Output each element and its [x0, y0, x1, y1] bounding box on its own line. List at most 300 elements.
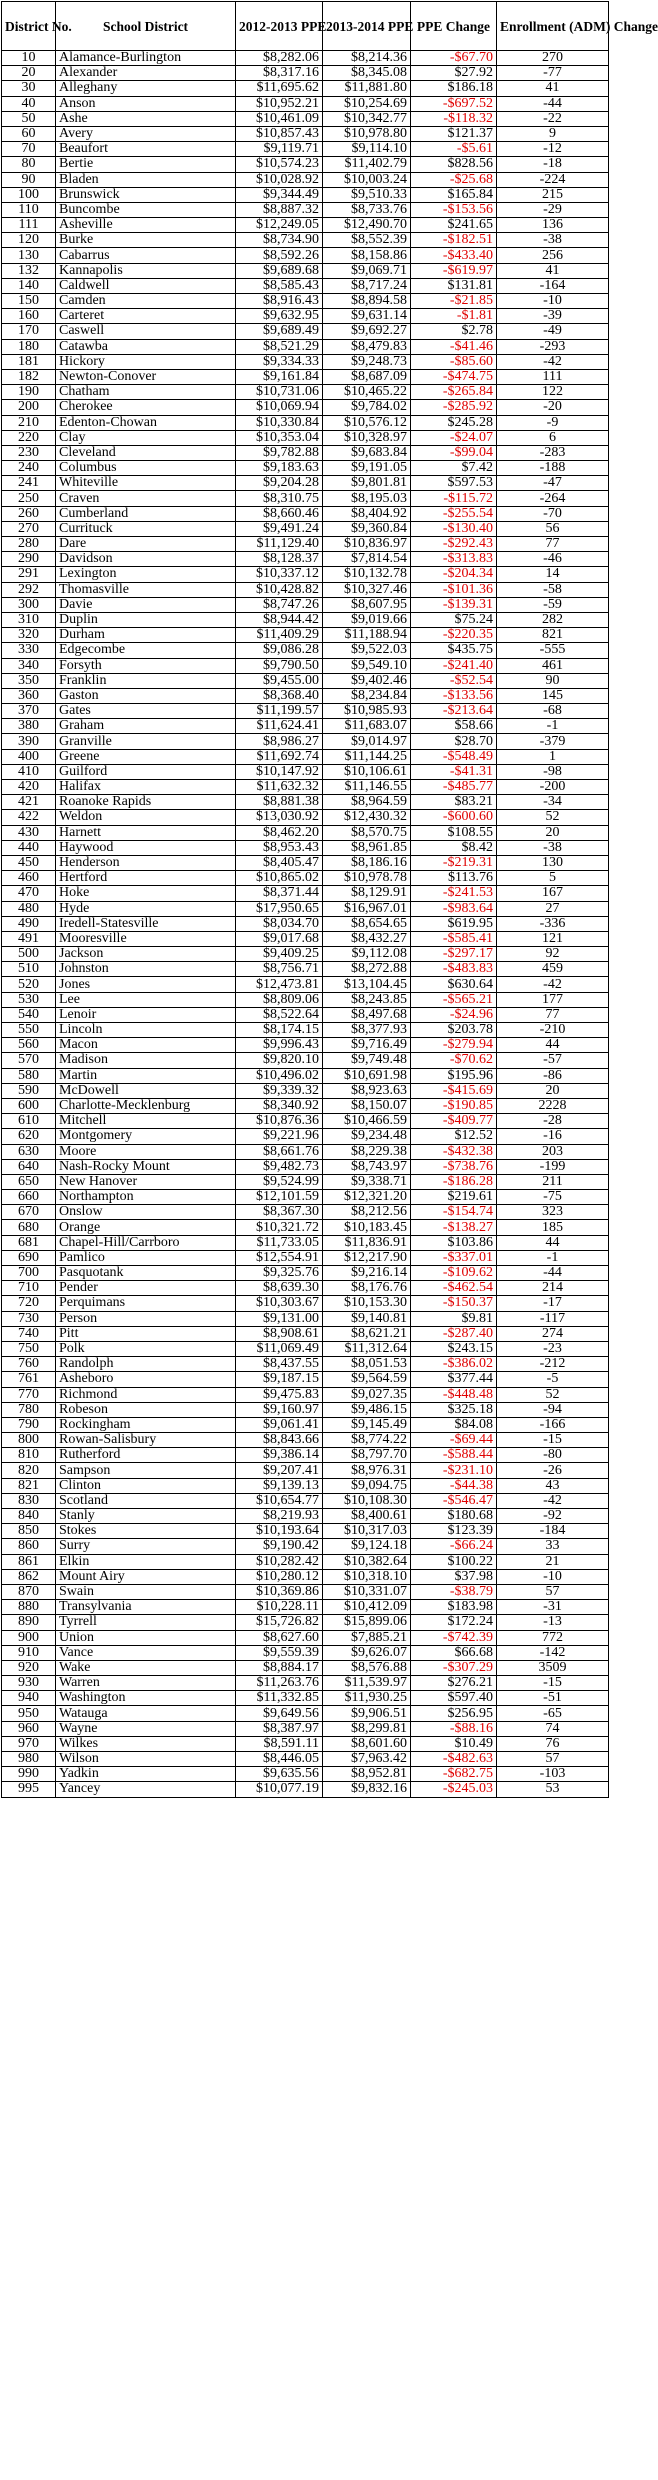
district-no-cell: 421 — [2, 795, 56, 810]
district-no-cell: 260 — [2, 506, 56, 521]
ppe-2013-2014-cell: $10,382.64 — [323, 1554, 411, 1569]
ppe-change-cell: $435.75 — [411, 643, 497, 658]
ppe-2012-2013-cell: $8,367.30 — [236, 1205, 323, 1220]
ppe-2013-2014-cell: $8,497.68 — [323, 1007, 411, 1022]
ppe-2012-2013-cell: $11,632.32 — [236, 780, 323, 795]
ppe-change-cell: $8.42 — [411, 840, 497, 855]
ppe-2013-2014-cell: $9,112.08 — [323, 947, 411, 962]
table-row — [2, 1083, 609, 1098]
table-row — [2, 1068, 609, 1083]
ppe-2013-2014-cell: $9,906.51 — [323, 1706, 411, 1721]
enrollment-change-cell: 185 — [497, 1220, 609, 1235]
table-row — [2, 1235, 609, 1250]
ppe-2012-2013-cell: $11,129.40 — [236, 537, 323, 552]
table-row — [2, 1433, 609, 1448]
ppe-change-cell: -$432.38 — [411, 1144, 497, 1159]
table-row — [2, 1174, 609, 1189]
ppe-2012-2013-cell: $9,632.95 — [236, 309, 323, 324]
table-row — [2, 415, 609, 430]
enrollment-change-cell: -20 — [497, 400, 609, 415]
ppe-change-cell: -$52.54 — [411, 673, 497, 688]
enrollment-change-cell: 53 — [497, 1782, 609, 1797]
table-row — [2, 673, 609, 688]
table-row — [2, 1478, 609, 1493]
table-row — [2, 278, 609, 293]
ppe-change-cell: $219.61 — [411, 1190, 497, 1205]
ppe-change-cell: -$585.41 — [411, 931, 497, 946]
school-district-cell: Scotland — [56, 1493, 236, 1508]
ppe-change-cell: -$297.17 — [411, 947, 497, 962]
ppe-2012-2013-cell: $9,190.42 — [236, 1539, 323, 1554]
district-no-cell: 640 — [2, 1159, 56, 1174]
school-district-cell: Randolph — [56, 1357, 236, 1372]
ppe-2012-2013-cell: $9,061.41 — [236, 1417, 323, 1432]
ppe-2013-2014-cell: $8,176.76 — [323, 1281, 411, 1296]
ppe-2013-2014-cell: $8,051.53 — [323, 1357, 411, 1372]
school-district-cell: Beaufort — [56, 142, 236, 157]
enrollment-change-cell: 122 — [497, 385, 609, 400]
ppe-2013-2014-cell: $8,479.83 — [323, 339, 411, 354]
district-no-cell: 320 — [2, 628, 56, 643]
table-row — [2, 1114, 609, 1129]
enrollment-change-cell: -117 — [497, 1311, 609, 1326]
table-row — [2, 871, 609, 886]
ppe-2013-2014-cell: $9,234.48 — [323, 1129, 411, 1144]
ppe-2012-2013-cell: $10,147.92 — [236, 764, 323, 779]
ppe-change-cell: $245.28 — [411, 415, 497, 430]
enrollment-change-cell: 459 — [497, 962, 609, 977]
district-no-cell: 460 — [2, 871, 56, 886]
ppe-change-cell: -$88.16 — [411, 1721, 497, 1736]
enrollment-change-cell: 203 — [497, 1144, 609, 1159]
ppe-change-cell: -$109.62 — [411, 1266, 497, 1281]
ppe-2012-2013-cell: $9,409.25 — [236, 947, 323, 962]
enrollment-change-cell: -57 — [497, 1053, 609, 1068]
enrollment-change-cell: -51 — [497, 1691, 609, 1706]
ppe-change-cell: -$41.31 — [411, 764, 497, 779]
table-row — [2, 1600, 609, 1615]
enrollment-change-cell: 90 — [497, 673, 609, 688]
ppe-2013-2014-cell: $8,214.36 — [323, 51, 411, 66]
ppe-change-cell: $58.66 — [411, 719, 497, 734]
ppe-2012-2013-cell: $8,809.06 — [236, 992, 323, 1007]
ppe-2013-2014-cell: $9,027.35 — [323, 1387, 411, 1402]
ppe-2013-2014-cell: $9,801.81 — [323, 476, 411, 491]
school-district-cell: Chapel-Hill/Carrboro — [56, 1235, 236, 1250]
district-no-cell: 370 — [2, 704, 56, 719]
table-row — [2, 719, 609, 734]
ppe-change-cell: -$154.74 — [411, 1205, 497, 1220]
ppe-change-cell: -$285.92 — [411, 400, 497, 415]
ppe-2012-2013-cell: $10,077.19 — [236, 1782, 323, 1797]
ppe-2013-2014-cell: $9,832.16 — [323, 1782, 411, 1797]
district-no-cell: 730 — [2, 1311, 56, 1326]
ppe-change-cell: -$99.04 — [411, 445, 497, 460]
school-district-cell: New Hanover — [56, 1174, 236, 1189]
ppe-2013-2014-cell: $8,743.97 — [323, 1159, 411, 1174]
table-row — [2, 886, 609, 901]
ppe-2013-2014-cell: $9,114.10 — [323, 142, 411, 157]
school-district-cell: Jackson — [56, 947, 236, 962]
table-row — [2, 916, 609, 931]
table-row — [2, 1448, 609, 1463]
district-no-cell: 340 — [2, 658, 56, 673]
ppe-change-cell: $597.40 — [411, 1691, 497, 1706]
ppe-2012-2013-cell: $10,337.12 — [236, 567, 323, 582]
ppe-2012-2013-cell: $10,193.64 — [236, 1524, 323, 1539]
district-no-cell: 530 — [2, 992, 56, 1007]
enrollment-change-cell: 2228 — [497, 1098, 609, 1113]
enrollment-change-cell: -210 — [497, 1023, 609, 1038]
ppe-change-cell: -$139.31 — [411, 597, 497, 612]
district-no-cell: 230 — [2, 445, 56, 460]
ppe-2013-2014-cell: $10,106.61 — [323, 764, 411, 779]
school-district-cell: Lee — [56, 992, 236, 1007]
ppe-2013-2014-cell: $8,158.86 — [323, 248, 411, 263]
district-no-cell: 560 — [2, 1038, 56, 1053]
school-district-cell: Whiteville — [56, 476, 236, 491]
ppe-2012-2013-cell: $10,353.04 — [236, 430, 323, 445]
school-district-cell: Stokes — [56, 1524, 236, 1539]
table-row — [2, 537, 609, 552]
ppe-2012-2013-cell: $10,069.94 — [236, 400, 323, 415]
ppe-2013-2014-cell: $9,191.05 — [323, 461, 411, 476]
school-district-cell: Nash-Rocky Mount — [56, 1159, 236, 1174]
enrollment-change-cell: 821 — [497, 628, 609, 643]
ppe-change-cell: -$292.43 — [411, 537, 497, 552]
ppe-change-cell: $597.53 — [411, 476, 497, 491]
school-district-cell: Carteret — [56, 309, 236, 324]
district-no-cell: 10 — [2, 51, 56, 66]
ppe-change-cell: -$1.81 — [411, 309, 497, 324]
ppe-change-cell: -$38.79 — [411, 1584, 497, 1599]
table-row — [2, 506, 609, 521]
district-no-cell: 500 — [2, 947, 56, 962]
district-no-cell: 760 — [2, 1357, 56, 1372]
ppe-change-cell: $83.21 — [411, 795, 497, 810]
ppe-2012-2013-cell: $9,559.39 — [236, 1645, 323, 1660]
ppe-change-cell: -$5.61 — [411, 142, 497, 157]
school-district-cell: Johnston — [56, 962, 236, 977]
table-row — [2, 840, 609, 855]
table-row — [2, 294, 609, 309]
ppe-2012-2013-cell: $8,310.75 — [236, 491, 323, 506]
school-district-cell: Rockingham — [56, 1417, 236, 1432]
ppe-change-cell: -$101.36 — [411, 582, 497, 597]
district-no-cell: 550 — [2, 1023, 56, 1038]
district-no-cell: 240 — [2, 461, 56, 476]
district-no-cell: 470 — [2, 886, 56, 901]
ppe-2013-2014-cell: $9,094.75 — [323, 1478, 411, 1493]
ppe-2012-2013-cell: $8,916.43 — [236, 294, 323, 309]
ppe-2013-2014-cell: $16,967.01 — [323, 901, 411, 916]
table-row — [2, 1281, 609, 1296]
enrollment-change-cell: 33 — [497, 1539, 609, 1554]
ppe-2013-2014-cell: $8,404.92 — [323, 506, 411, 521]
table-row — [2, 1144, 609, 1159]
ppe-2012-2013-cell: $9,782.88 — [236, 445, 323, 460]
ppe-2012-2013-cell: $10,303.67 — [236, 1296, 323, 1311]
ppe-change-cell: -$182.51 — [411, 233, 497, 248]
ppe-change-cell: $84.08 — [411, 1417, 497, 1432]
ppe-change-cell: -$386.02 — [411, 1357, 497, 1372]
school-district-cell: Surry — [56, 1539, 236, 1554]
enrollment-change-cell: -22 — [497, 111, 609, 126]
enrollment-change-cell: -555 — [497, 643, 609, 658]
school-district-cell: Caswell — [56, 324, 236, 339]
district-no-cell: 250 — [2, 491, 56, 506]
school-district-cell: Dare — [56, 537, 236, 552]
table-row — [2, 521, 609, 536]
ppe-2012-2013-cell: $8,881.38 — [236, 795, 323, 810]
school-district-cell: Cumberland — [56, 506, 236, 521]
ppe-2013-2014-cell: $9,145.49 — [323, 1417, 411, 1432]
ppe-2013-2014-cell: $8,229.38 — [323, 1144, 411, 1159]
school-district-cell: Newton-Conover — [56, 369, 236, 384]
table-row — [2, 445, 609, 460]
enrollment-change-cell: -199 — [497, 1159, 609, 1174]
ppe-2013-2014-cell: $10,183.45 — [323, 1220, 411, 1235]
table-row — [2, 202, 609, 217]
table-row — [2, 931, 609, 946]
ppe-change-cell: -$337.01 — [411, 1250, 497, 1265]
school-district-cell: Lexington — [56, 567, 236, 582]
district-no-cell: 70 — [2, 142, 56, 157]
district-no-cell: 100 — [2, 187, 56, 202]
ppe-2012-2013-cell: $8,437.55 — [236, 1357, 323, 1372]
school-district-cell: Martin — [56, 1068, 236, 1083]
ppe-2013-2014-cell: $9,486.15 — [323, 1402, 411, 1417]
school-district-cell: Hoke — [56, 886, 236, 901]
ppe-2012-2013-cell: $9,524.99 — [236, 1174, 323, 1189]
ppe-change-cell: -$483.83 — [411, 962, 497, 977]
school-district-cell: Orange — [56, 1220, 236, 1235]
school-district-cell: Anson — [56, 96, 236, 111]
ppe-change-cell: -$482.63 — [411, 1752, 497, 1767]
table-row — [2, 430, 609, 445]
table-row — [2, 1782, 609, 1797]
school-district-cell: Tyrrell — [56, 1615, 236, 1630]
ppe-2013-2014-cell: $10,318.10 — [323, 1569, 411, 1584]
ppe-change-cell: -$24.07 — [411, 430, 497, 445]
ppe-change-cell: -$220.35 — [411, 628, 497, 643]
table-row — [2, 1372, 609, 1387]
ppe-2013-2014-cell: $11,402.79 — [323, 157, 411, 172]
ppe-2013-2014-cell: $9,784.02 — [323, 400, 411, 415]
school-district-cell: Mooresville — [56, 931, 236, 946]
ppe-2013-2014-cell: $9,692.27 — [323, 324, 411, 339]
ppe-2012-2013-cell: $9,491.24 — [236, 521, 323, 536]
table-row — [2, 1296, 609, 1311]
ppe-2013-2014-cell: $15,899.06 — [323, 1615, 411, 1630]
enrollment-change-cell: 111 — [497, 369, 609, 384]
district-no-cell: 90 — [2, 172, 56, 187]
ppe-2013-2014-cell: $8,797.70 — [323, 1448, 411, 1463]
ppe-change-cell: -$682.75 — [411, 1767, 497, 1782]
header-school-district: School District — [56, 2, 236, 51]
district-no-cell: 650 — [2, 1174, 56, 1189]
school-district-cell: Currituck — [56, 521, 236, 536]
enrollment-change-cell: -94 — [497, 1402, 609, 1417]
ppe-2012-2013-cell: $9,635.56 — [236, 1767, 323, 1782]
school-district-cell: Durham — [56, 628, 236, 643]
table-row — [2, 552, 609, 567]
ppe-2013-2014-cell: $8,964.59 — [323, 795, 411, 810]
header-ppe-change: PPE Change — [411, 2, 497, 51]
ppe-2013-2014-cell: $11,188.94 — [323, 628, 411, 643]
ppe-2012-2013-cell: $8,219.93 — [236, 1509, 323, 1524]
school-district-cell: Swain — [56, 1584, 236, 1599]
ppe-2013-2014-cell: $11,930.25 — [323, 1691, 411, 1706]
school-district-cell: Stanly — [56, 1509, 236, 1524]
district-no-cell: 670 — [2, 1205, 56, 1220]
ppe-2012-2013-cell: $8,317.16 — [236, 66, 323, 81]
ppe-2013-2014-cell: $8,654.65 — [323, 916, 411, 931]
district-no-cell: 390 — [2, 734, 56, 749]
enrollment-change-cell: -10 — [497, 1569, 609, 1584]
ppe-change-cell: $113.76 — [411, 871, 497, 886]
enrollment-change-cell: -10 — [497, 294, 609, 309]
enrollment-change-cell: -98 — [497, 764, 609, 779]
enrollment-change-cell: -13 — [497, 1615, 609, 1630]
school-district-cell: Elkin — [56, 1554, 236, 1569]
ppe-2012-2013-cell: $10,282.42 — [236, 1554, 323, 1569]
school-district-cell: Halifax — [56, 780, 236, 795]
ppe-2013-2014-cell: $8,601.60 — [323, 1736, 411, 1751]
ppe-2012-2013-cell: $8,908.61 — [236, 1326, 323, 1341]
school-district-cell: Onslow — [56, 1205, 236, 1220]
school-district-cell: Northampton — [56, 1190, 236, 1205]
ppe-2013-2014-cell: $9,069.71 — [323, 263, 411, 278]
enrollment-change-cell: -42 — [497, 1493, 609, 1508]
ppe-2012-2013-cell: $9,344.49 — [236, 187, 323, 202]
ppe-2013-2014-cell: $8,377.93 — [323, 1023, 411, 1038]
enrollment-change-cell: 5 — [497, 871, 609, 886]
ppe-2013-2014-cell: $8,234.84 — [323, 688, 411, 703]
ppe-2012-2013-cell: $8,639.30 — [236, 1281, 323, 1296]
district-no-cell: 800 — [2, 1433, 56, 1448]
table-row — [2, 1220, 609, 1235]
school-district-cell: Bertie — [56, 157, 236, 172]
school-district-cell: Rutherford — [56, 1448, 236, 1463]
district-no-cell: 300 — [2, 597, 56, 612]
district-no-cell: 610 — [2, 1114, 56, 1129]
district-no-cell: 540 — [2, 1007, 56, 1022]
ppe-2013-2014-cell: $8,195.03 — [323, 491, 411, 506]
enrollment-change-cell: 1 — [497, 749, 609, 764]
ppe-2012-2013-cell: $8,843.66 — [236, 1433, 323, 1448]
table-row — [2, 1007, 609, 1022]
header-ppe-2012-2013: 2012-2013 PPE — [236, 2, 323, 51]
ppe-2013-2014-cell: $9,140.81 — [323, 1311, 411, 1326]
enrollment-change-cell: -142 — [497, 1645, 609, 1660]
ppe-change-cell: $121.37 — [411, 126, 497, 141]
table-row — [2, 157, 609, 172]
school-district-cell: Vance — [56, 1645, 236, 1660]
enrollment-change-cell: -12 — [497, 142, 609, 157]
table-row — [2, 780, 609, 795]
ppe-change-cell: -$153.56 — [411, 202, 497, 217]
school-district-cell: Sampson — [56, 1463, 236, 1478]
table-row — [2, 643, 609, 658]
ppe-2013-2014-cell: $8,570.75 — [323, 825, 411, 840]
school-district-cell: Chatham — [56, 385, 236, 400]
district-no-cell: 790 — [2, 1417, 56, 1432]
ppe-2012-2013-cell: $9,325.76 — [236, 1266, 323, 1281]
ppe-2012-2013-cell: $8,944.42 — [236, 612, 323, 627]
table-row — [2, 309, 609, 324]
ppe-change-cell: -$241.40 — [411, 658, 497, 673]
enrollment-change-cell: -283 — [497, 445, 609, 460]
ppe-2013-2014-cell: $10,132.78 — [323, 567, 411, 582]
ppe-2013-2014-cell: $8,774.22 — [323, 1433, 411, 1448]
enrollment-change-cell: -38 — [497, 840, 609, 855]
school-district-cell: Harnett — [56, 825, 236, 840]
district-no-cell: 241 — [2, 476, 56, 491]
ppe-change-cell: -$588.44 — [411, 1448, 497, 1463]
table-row — [2, 1509, 609, 1524]
ppe-2012-2013-cell: $10,369.86 — [236, 1584, 323, 1599]
ppe-change-cell: $2.78 — [411, 324, 497, 339]
ppe-2012-2013-cell: $12,554.91 — [236, 1250, 323, 1265]
table-row — [2, 1463, 609, 1478]
school-district-cell: Warren — [56, 1676, 236, 1691]
district-no-cell: 330 — [2, 643, 56, 658]
table-row — [2, 749, 609, 764]
district-no-cell: 970 — [2, 1736, 56, 1751]
district-no-cell: 990 — [2, 1767, 56, 1782]
school-district-cell: Franklin — [56, 673, 236, 688]
header-enrollment-change: Enrollment (ADM) Change — [497, 2, 609, 51]
school-district-cell: Caldwell — [56, 278, 236, 293]
ppe-change-cell: -$255.54 — [411, 506, 497, 521]
district-no-cell: 630 — [2, 1144, 56, 1159]
table-row — [2, 1159, 609, 1174]
ppe-2012-2013-cell: $9,820.10 — [236, 1053, 323, 1068]
school-district-cell: Lenoir — [56, 1007, 236, 1022]
ppe-2012-2013-cell: $9,339.32 — [236, 1083, 323, 1098]
ppe-2013-2014-cell: $10,985.93 — [323, 704, 411, 719]
ppe-2013-2014-cell: $8,621.21 — [323, 1326, 411, 1341]
enrollment-change-cell: 6 — [497, 430, 609, 445]
ppe-2013-2014-cell: $9,014.97 — [323, 734, 411, 749]
ppe-2013-2014-cell: $10,691.98 — [323, 1068, 411, 1083]
table-row — [2, 688, 609, 703]
school-district-cell: Mitchell — [56, 1114, 236, 1129]
enrollment-change-cell: 167 — [497, 886, 609, 901]
table-row — [2, 339, 609, 354]
enrollment-change-cell: -46 — [497, 552, 609, 567]
table-row — [2, 1205, 609, 1220]
ppe-2012-2013-cell: $10,857.43 — [236, 126, 323, 141]
ppe-2012-2013-cell: $11,263.76 — [236, 1676, 323, 1691]
district-no-cell: 491 — [2, 931, 56, 946]
school-district-cell: Craven — [56, 491, 236, 506]
ppe-2012-2013-cell: $8,371.44 — [236, 886, 323, 901]
enrollment-change-cell: -212 — [497, 1357, 609, 1372]
ppe-2013-2014-cell: $10,153.30 — [323, 1296, 411, 1311]
school-district-cell: Asheville — [56, 218, 236, 233]
enrollment-change-cell: 92 — [497, 947, 609, 962]
table-row — [2, 324, 609, 339]
enrollment-change-cell: 211 — [497, 1174, 609, 1189]
ppe-2012-2013-cell: $9,207.41 — [236, 1463, 323, 1478]
ppe-2012-2013-cell: $8,585.43 — [236, 278, 323, 293]
ppe-change-cell: $172.24 — [411, 1615, 497, 1630]
ppe-change-cell: -$548.49 — [411, 749, 497, 764]
ppe-change-cell: -$241.53 — [411, 886, 497, 901]
district-no-cell: 700 — [2, 1266, 56, 1281]
